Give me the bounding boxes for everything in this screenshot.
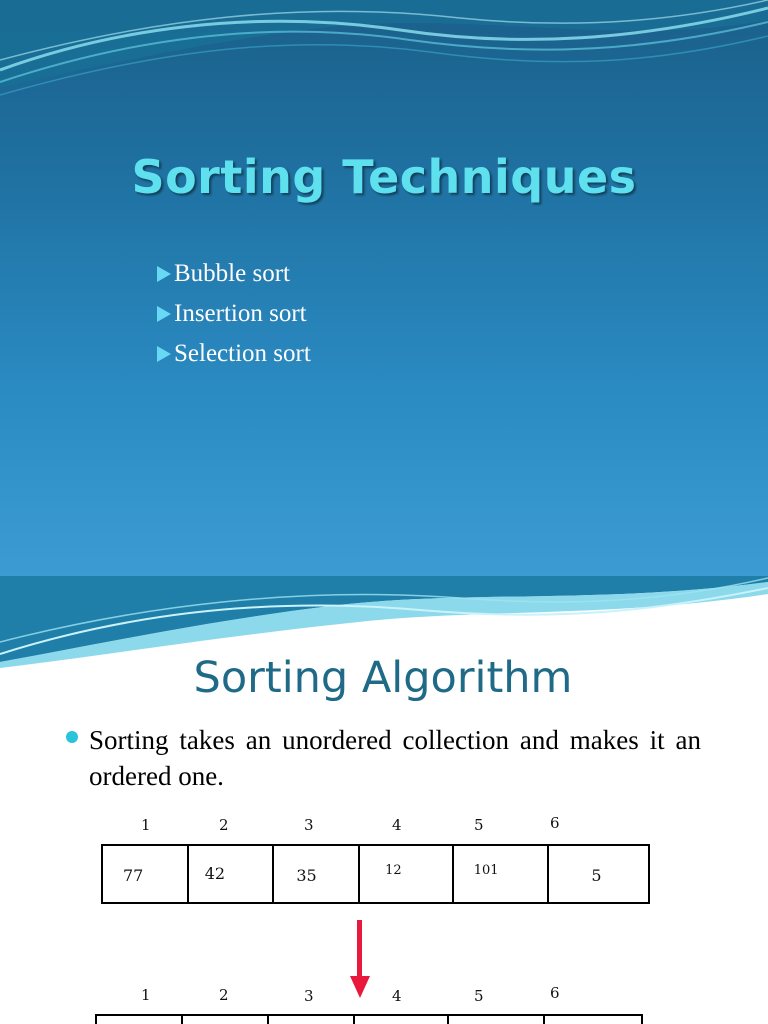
arrow-bullet-icon	[157, 346, 171, 362]
array-index-label: 6	[550, 984, 560, 1002]
list-item	[157, 294, 311, 334]
array-index-label: 4	[392, 987, 402, 1005]
array-cell-value: 42	[204, 864, 226, 883]
arrow-bullet-icon	[157, 266, 171, 282]
array-cell-divider	[267, 1016, 269, 1024]
array-cell-value: 12	[385, 863, 402, 878]
arrow-bullet-icon	[157, 306, 171, 322]
array-index-label: 2	[219, 986, 229, 1004]
list-item-label: Insertion sort	[174, 300, 307, 327]
array-cell-divider	[447, 1016, 449, 1024]
array-cell-value: 5	[591, 866, 602, 885]
array-index-label: 5	[474, 987, 484, 1005]
array-index-label: 1	[141, 986, 151, 1004]
array-index-label: 2	[219, 816, 229, 834]
sorted-array	[95, 1014, 643, 1024]
list-item-label: Bubble sort	[174, 260, 290, 287]
array-cell	[189, 846, 275, 902]
array-cell-value: 77	[123, 866, 144, 885]
page-title: Sorting Algorithm	[193, 653, 573, 703]
page-title: Sorting Techniques	[131, 150, 637, 204]
wave-decoration-top	[0, 0, 768, 120]
array-cell-value: 35	[296, 866, 317, 885]
array-cell-divider	[543, 1016, 545, 1024]
list-item	[157, 334, 311, 374]
array-cell	[103, 846, 189, 902]
array-cell-divider	[181, 1016, 183, 1024]
list-item	[157, 254, 311, 294]
array-cell-value: 101	[473, 863, 499, 878]
bullet-dot-icon	[66, 731, 78, 743]
sorting-techniques-list	[157, 254, 311, 374]
list-item-label: Selection sort	[174, 340, 311, 367]
array-cell	[454, 846, 550, 902]
array-cell	[360, 846, 454, 902]
unsorted-array	[101, 844, 650, 904]
description-text: Sorting takes an unordered collection and makes it an ordered one.	[89, 725, 701, 791]
slide-sorting-algorithm	[0, 576, 768, 1024]
array-index-label: 6	[550, 814, 560, 832]
array-index-label: 1	[141, 816, 151, 834]
array-cell	[549, 846, 648, 902]
array-index-label: 3	[304, 987, 314, 1005]
array-index-label: 4	[392, 816, 402, 834]
array-cell	[274, 846, 360, 902]
array-index-label: 5	[474, 816, 484, 834]
down-arrow-icon	[350, 920, 370, 998]
array-index-label: 3	[304, 816, 314, 834]
array-cell-divider	[353, 1016, 355, 1024]
